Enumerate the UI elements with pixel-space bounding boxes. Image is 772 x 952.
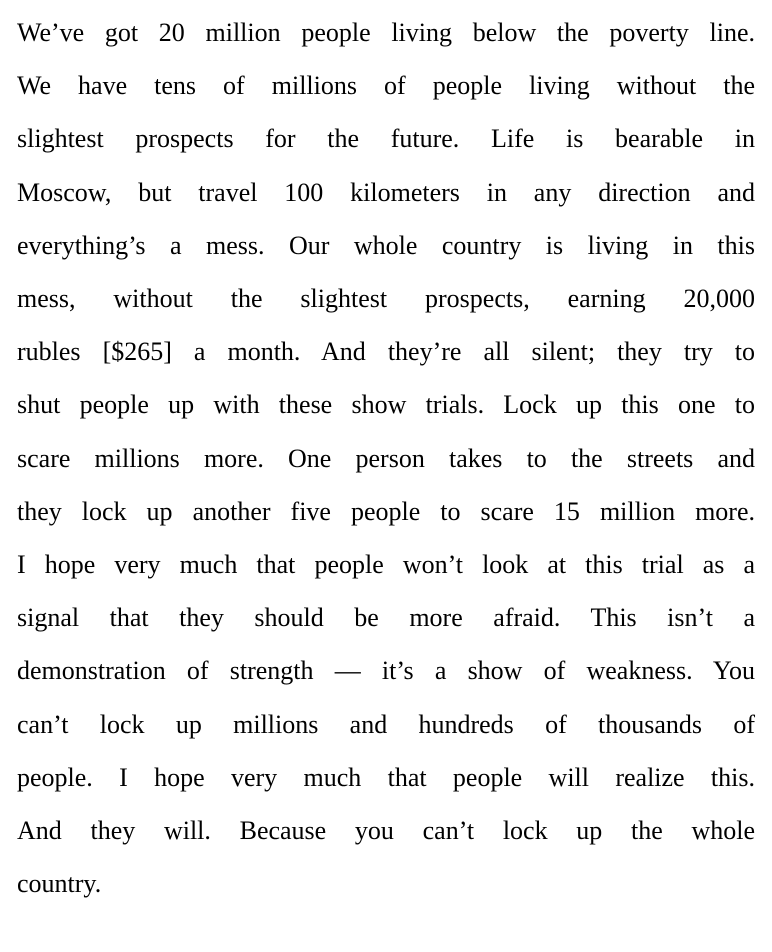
paragraph xyxy=(17,538,755,910)
text-line: demonstration of strength — it’s a show of weakness. You xyxy=(17,656,755,686)
text-line: people. I hope very much that people will realize this. xyxy=(17,762,755,792)
quote-text-block xyxy=(17,6,755,910)
text-line: We’ve got 20 million people living below the poverty line. xyxy=(17,18,755,47)
text-line: mess, without the slightest prospects, earning 20,000 xyxy=(17,284,755,314)
paragraph xyxy=(17,6,755,538)
text-line: slightest prospects for the future. Life is bearable in xyxy=(17,124,755,154)
text-line: I hope very much that people won’t look at this trial as a xyxy=(17,550,755,580)
text-line: We have tens of millions of people living without the xyxy=(17,71,755,101)
text-line: shut people up with these show trials. Lock up this one to xyxy=(17,390,755,420)
text-line: can’t lock up millions and hundreds of thousands of xyxy=(17,709,755,739)
text-line: signal that they should be more afraid. This isn’t a xyxy=(17,603,755,633)
text-line: country. xyxy=(17,869,102,899)
text-line: Moscow, but travel 100 kilometers in any direction and xyxy=(17,177,755,207)
text-line: rubles [$265] a month. And they’re all silent; they try to xyxy=(17,337,755,367)
text-line: scare millions more. One person takes to the streets and xyxy=(17,443,755,473)
text-line: everything’s a mess. Our whole country is living in this xyxy=(17,230,755,260)
text-line: And they will. Because you can’t lock up the whole xyxy=(17,816,755,846)
text-line: they lock up another five people to scare 15 million more. xyxy=(17,496,755,526)
